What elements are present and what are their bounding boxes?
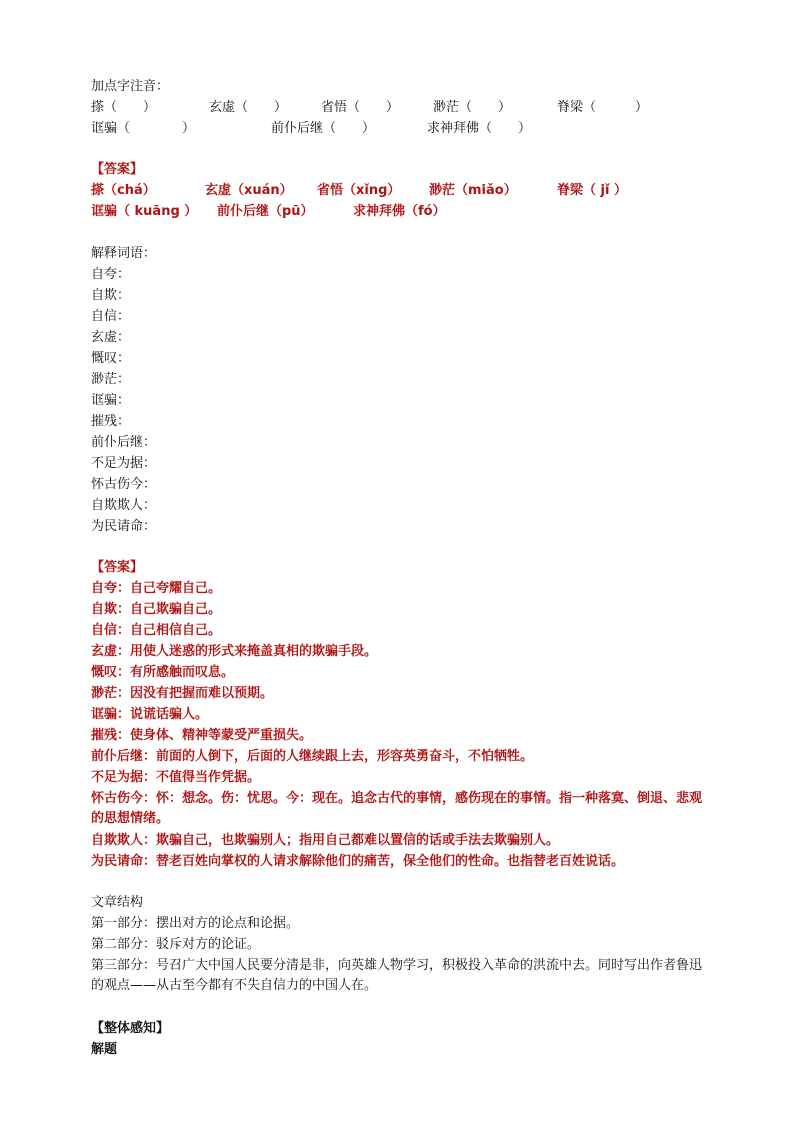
vocab-answer: 诓骗：说谎话骗人。 [91,707,209,722]
vocab-exercise-item: 自夸： [91,267,131,282]
vocab-answer: 不足为据：不值得当作凭据。 [91,770,261,785]
structure-part: 第二部分：驳斥对方的论证。 [91,937,261,952]
vocab-exercise-item: 自欺欺人： [91,498,157,513]
exercise-item: 求神拜佛（ ） [427,121,532,136]
structure-part: 第三部分：号召广大中国人民要分清是非，向英雄人物学习，积极投入革命的洪流中去。同时写出作者鲁迅的观点——从古至今都有不失自信力的中国人在。 [91,958,703,993]
pinyin-answer-row-2 [91,202,711,222]
vocab-answer: 摧残：使身体、精神等蒙受严重损失。 [91,728,313,743]
exercise-item: 脊梁（ ） [557,100,649,115]
vocab-answer: 自信：自己相信自己。 [91,623,222,638]
answer-item: 玄虚（xuán） [205,183,293,198]
exercise-item: 前仆后继（ ） [271,121,376,136]
vocab-exercise-item: 不足为据： [91,456,157,471]
vocab-answer: 自欺欺人：欺骗自己，也欺骗别人；指用自己都难以置信的话或手法去欺骗别人。 [91,833,560,848]
vocab-answer: 自夸：自己夸耀自己。 [91,581,222,596]
answer-label: 【答案】 [91,560,144,575]
vocab-exercise-item: 自欺： [91,288,131,303]
vocab-exercise-item: 玄虚： [91,330,131,345]
overall-subheading: 解题 [91,1042,118,1057]
vocab-answer: 慨叹：有所感触而叹息。 [91,665,235,680]
answer-item: 诓骗（ kuāng ） [91,204,198,219]
answer-item: 脊梁（ jǐ ） [557,183,627,198]
vocab-answer: 玄虚：用使人迷惑的形式来掩盖真相的欺骗手段。 [91,644,378,659]
vocab-exercise-item: 为民请命： [91,519,157,534]
vocab-answer: 渺茫：因没有把握而难以预期。 [91,686,274,701]
pinyin-exercise-row-2 [91,119,711,139]
vocab-exercise-heading: 解释词语： [91,246,157,261]
vocab-exercise-item: 慨叹： [91,351,131,366]
vocab-exercise-item: 诓骗： [91,393,131,408]
vocab-answer: 怀古伤今：怀：想念。伤：忧思。今：现在。追念古代的事情，感伤现在的事情。指一种落寞、倒退、悲观的思想情绪。 [91,791,703,826]
structure-part: 第一部分：摆出对方的论点和论据。 [91,916,300,931]
vocab-exercise-item: 前仆后继： [91,435,157,450]
vocab-answer: 为民请命：替老百姓向掌权的人请求解除他们的痛苦，保全他们的性命。也指替老百姓说话。 [91,854,625,869]
structure-heading: 文章结构 [91,895,144,910]
answer-item: 搽（chá） [91,183,156,198]
answer-item: 渺茫（miǎo） [429,183,517,198]
vocab-exercise-item: 摧残： [91,414,131,429]
exercise-item: 渺茫（ ） [433,100,512,115]
exercise-item: 诓骗（ ） [91,121,196,136]
vocab-exercise-item: 怀古伤今： [91,477,157,492]
answer-item: 省悟（xǐng） [317,183,401,198]
pinyin-exercise-heading: 加点字注音： [91,79,170,94]
exercise-item: 省悟（ ） [321,100,400,115]
pinyin-exercise-row-1 [91,98,711,118]
exercise-item: 玄虚（ ） [209,100,288,115]
pinyin-answer-row-1 [91,181,711,201]
vocab-answer: 自欺：自己欺骗自己。 [91,602,222,617]
vocab-exercise-item: 自信： [91,309,131,324]
answer-label: 【答案】 [91,162,144,177]
answer-item: 前仆后继（pū） [217,204,314,219]
answer-item: 求神拜佛（fó） [353,204,446,219]
exercise-item: 搽（ ） [91,100,157,115]
vocab-answer: 前仆后继：前面的人倒下，后面的人继续跟上去，形容英勇奋斗，不怕牺牲。 [91,749,534,764]
vocab-exercise-item: 渺茫： [91,372,131,387]
overall-heading: 【整体感知】 [91,1021,170,1036]
